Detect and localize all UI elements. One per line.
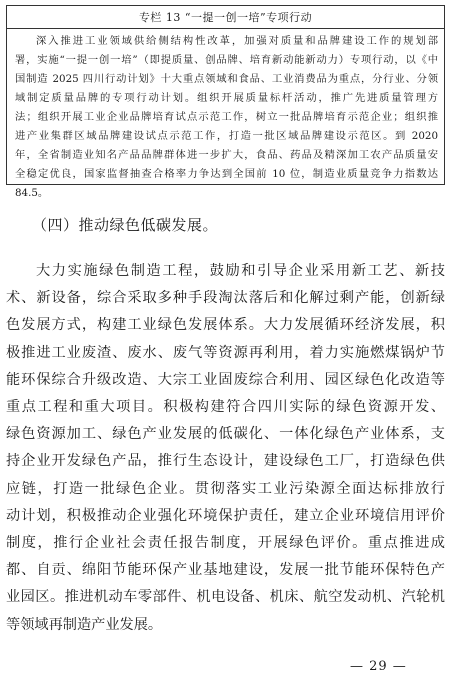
section-heading: （四）推动绿色低碳发展。 — [32, 216, 219, 234]
special-column-body — [7, 29, 444, 203]
paragraph-line: 都、自贡、绵阳节能环保产业基地建设，发展一批节能环保特色产 — [6, 562, 445, 579]
special-column-title: 专栏 13 “一提一创一培”专项行动 — [7, 6, 444, 29]
paragraph-line: 极推进工业废渣、废水、废气等资源再利用，着力实施燃煤锅炉节 — [6, 344, 445, 361]
paragraph-line: 制度，推行企业社会责任报告制度，开展绿色评价。重点推进成 — [6, 535, 445, 552]
paragraph-line: 大力实施绿色制造工程，鼓励和引导企业采用新工艺、新技 — [36, 263, 445, 279]
paragraph-line: 业园区。推进机动车零部件、机电设备、机床、航空发动机、汽轮机 — [6, 589, 445, 606]
body-paragraph — [6, 258, 445, 639]
paragraph-line: 应链，打造一批绿色企业。贯彻落实工业污染源全面达标排放行 — [6, 480, 445, 497]
paragraph-line: 动计划，积极推动企业强化环境保护责任，建立企业环境信用评价 — [6, 507, 445, 524]
paragraph-line: 重点工程和重大项目。积极构建符合四川实际的绿色资源开发、 — [6, 399, 445, 416]
paragraph-line: 持企业开发绿色产品，推行生态设计，建设绿色工厂，打造绿色供 — [6, 453, 445, 470]
box-text-line: 84.5。 — [15, 187, 49, 199]
special-column-box — [6, 5, 445, 199]
paragraph-line: 色发展方式，构建工业绿色发展体系。大力发展循环经济发展，积 — [6, 317, 445, 334]
paragraph-line: 术、新设备，综合采取多种手段淘汰落后和化解过剩产能，创新绿 — [6, 290, 445, 307]
box-text-line: 国制造 2025 四川行动计划》十大重点领域和食品、工业消费品为重点，分行业、分领 — [15, 73, 438, 85]
box-text-line: 署，实施“一提一创一培”（即提质量、创品牌、培育新动能新动力）专项行动，以《中 — [15, 54, 438, 66]
box-text-line: 域制定质量品牌的专项行动计划。组织开展质量标杆活动，推广先进质量管理方 — [15, 92, 438, 104]
box-text-line: 进产业集群区域品牌建设试点示范工作，打造一批区域品牌建设示范区。到 2020 — [15, 130, 438, 142]
box-text-line: 全稳定优良，国家监督抽查合格率力争达到全国前 10 位，制造业质量竞争力指数达 — [15, 168, 438, 180]
box-text-line: 法；组织开展工业企业品牌培育试点示范工作，树立一批品牌培育示范企业；组织推 — [15, 111, 438, 123]
paragraph-line: 等领域再制造产业发展。 — [6, 616, 163, 633]
page-number: — 29 — — [350, 659, 407, 674]
box-text-line: 深入推进工业领域供给侧结构性改革，加强对质量和品牌建设工作的规划部 — [36, 35, 438, 47]
box-text-line: 年，全省制造业知名产品品牌群体进一步扩大，食品、药品及精深加工农产品质量安 — [15, 149, 438, 161]
paragraph-line: 绿色资源加工、绿色产业发展的低碳化、一体化绿色产业体系，支 — [6, 426, 445, 443]
paragraph-line: 能环保综合升级改造、大宗工业固废综合利用、园区绿色化改造等 — [6, 371, 445, 388]
